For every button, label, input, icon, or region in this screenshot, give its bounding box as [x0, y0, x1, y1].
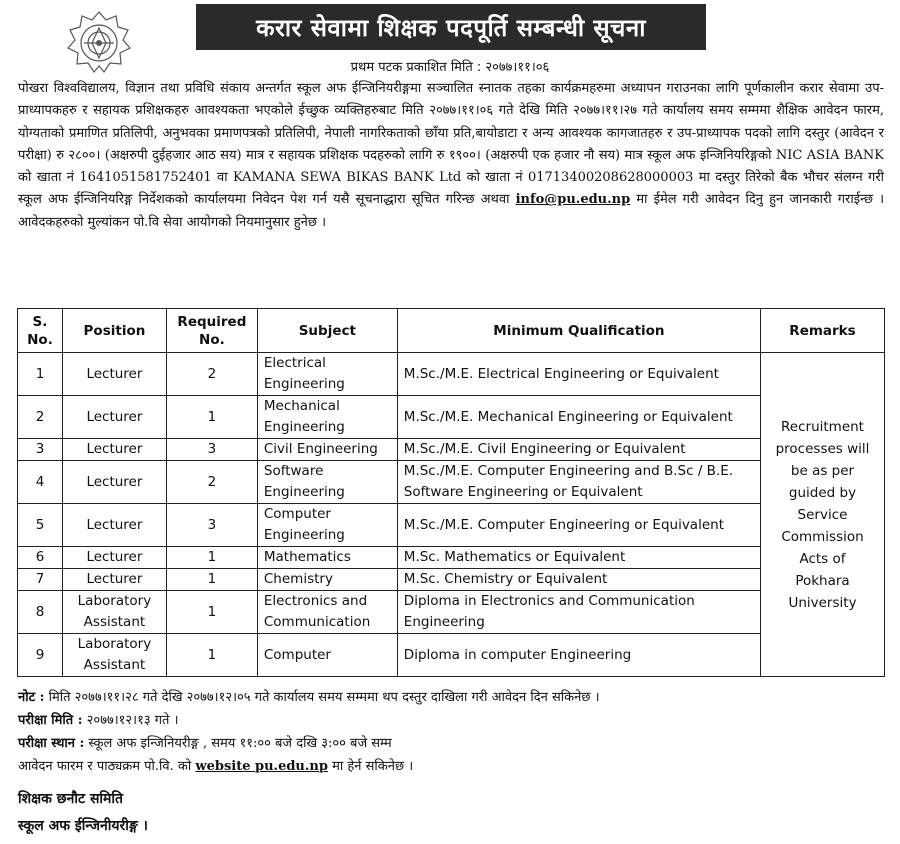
school-name: स्कूल अफ ईन्जिनीयरीङ्ग । [18, 818, 148, 834]
col-subject: Subject [257, 309, 397, 353]
exam-date-label: परीक्षा मिति : [18, 713, 83, 728]
cell-qualification: M.Sc./M.E. Computer Engineering or Equivalent [397, 504, 760, 547]
cell-subject: Electronics and Communication [257, 591, 397, 634]
cell-position: Lecturer [62, 547, 166, 569]
cell-qualification: M.Sc. Chemistry or Equivalent [397, 569, 760, 591]
cell-qualification: M.Sc./M.E. Computer Engineering and B.Sc / B.E. Software Engineering or Equivalent [397, 461, 760, 504]
website-link[interactable]: website pu.edu.np [195, 759, 328, 774]
cell-required: 3 [166, 504, 257, 547]
col-sno: S. No. [18, 309, 63, 353]
table-row [18, 547, 885, 569]
cell-subject: Electrical Engineering [257, 353, 397, 396]
cell-subject: Mechanical Engineering [257, 396, 397, 439]
website-suffix: मा हेर्न सकिनेछ । [332, 759, 414, 774]
table-row [18, 591, 885, 634]
notice-body [18, 78, 884, 234]
cell-position: Lecturer [62, 461, 166, 504]
table-row [18, 504, 885, 547]
cell-qualification: M.Sc. Mathematics or Equivalent [397, 547, 760, 569]
note-label: नोट : [18, 690, 45, 705]
cell-sno: 5 [18, 504, 63, 547]
email-link[interactable]: info@pu.edu.np [515, 192, 631, 208]
cell-position: Lecturer [62, 396, 166, 439]
cell-qualification: M.Sc./M.E. Electrical Engineering or Equivalent [397, 353, 760, 396]
note-line [18, 686, 884, 709]
cell-required: 2 [166, 461, 257, 504]
exam-place-label: परीक्षा स्थान : [18, 736, 85, 751]
cell-required: 1 [166, 634, 257, 677]
cell-position: Lecturer [62, 504, 166, 547]
exam-place: स्कूल अफ इन्जिनियरीङ्ग , समय ११:०० बजे दखि ३:०० बजे सम्म [88, 736, 392, 751]
note-text: मिति २०७७।११।२८ गते देखि २०७७।१२।०५ गते कार्यालय समय सम्ममा थप दस्तुर दाखिला गरी आवेदन दिन सकिनेछ । [48, 690, 600, 705]
cell-sno: 8 [18, 591, 63, 634]
cell-sno: 7 [18, 569, 63, 591]
cell-subject: Civil Engineering [257, 439, 397, 461]
website-line [18, 755, 884, 778]
cell-position: Laboratory Assistant [62, 634, 166, 677]
col-required: Required No. [166, 309, 257, 353]
table-header-row [18, 309, 885, 353]
cell-required: 3 [166, 439, 257, 461]
col-position: Position [62, 309, 166, 353]
vacancy-table [17, 308, 885, 677]
website-prefix: आवेदन फारम र पाठ्यक्रम पो.वि. को [18, 759, 192, 774]
col-qualification: Minimum Qualification [397, 309, 760, 353]
cell-remarks: Recruitment processes will be as per guided by Service Commission Acts of Pokhara University [761, 353, 885, 677]
cell-required: 1 [166, 396, 257, 439]
cell-subject: Chemistry [257, 569, 397, 591]
cell-required: 1 [166, 547, 257, 569]
cell-sno: 1 [18, 353, 63, 396]
cell-sno: 4 [18, 461, 63, 504]
cell-position: Lecturer [62, 439, 166, 461]
cell-subject: Computer [257, 634, 397, 677]
publication-date: प्रथम पटक प्रकाशित मिति : २०७७।११।०६ [350, 60, 550, 75]
table-row [18, 569, 885, 591]
exam-date: २०७७।१२।१३ गते । [86, 713, 179, 728]
notice-body-text-end: मा ईमेल गरी आवेदन दिनु हुन जानकारी गराईन्छ । आवेदकहरुको मुल्यांकन पो.वि सेवा आयोगको नियमानुसार हुनेछ । [18, 192, 884, 230]
cell-qualification: M.Sc./M.E. Civil Engineering or Equivalent [397, 439, 760, 461]
cell-subject: Mathematics [257, 547, 397, 569]
signature-block [18, 786, 148, 840]
notes-section [18, 686, 884, 778]
notice-body-text: पोखरा विश्वविद्यालय, विज्ञान तथा प्रविधि संकाय अन्तर्गत स्कूल अफ ईन्जिनियरीङ्गमा सञ्चालित स्नातक तहका कार्यक्रमहरुमा अध्यापन गराउनका लागि पूर्णकालीन करार सेवामा उप-प्राध्यापकहरु र सहायक प्रशिक्षकहरु आवश्यकता भएकोले ईच्छुक व्यक्तिहरुबाट मिति २०७७।११।०६ गते देखि मिति २०७७।११।२७ गते कार्यालय समय सम्ममा शैक्षिक आवेदन फारम, योग्यताको प्रमाणित प्रतिलिपी, अनुभवका प्रमाणपत्रको प्रतिलिपी, नेपाली नागरिकताको छाँया प्रति,बायोडाटा र अन्य आवश्यक कागजातहरु र उप-प्राध्यापक पदको लागि दस्तुर (आवेदन र परीक्षा) रु २८००। (अक्षरुपी दुईहजार आठ सय) मात्र र सहायक प्रशिक्षक पदहरुको लागि रु १९००। (अक्षरुपी एक हजार नौ सय) मात्र स्कूल अफ इन्जिनियरिङ्गको NIC ASIA BANK को खाता नं 1641051581752401 वा KAMANA SEWA BIKAS BANK Ltd को खाता नं 01713400208628000003 मा दस्तुर तिरेको बैक भौचर संलग्न गरी स्कूल अफ ईन्जिनियरिङ्ग निर्देशकको कार्यालयमा निवेदन पेश गर्न यसै सूचनाद्धारा सूचित गरिन्छ अथवा [18, 81, 884, 208]
cell-sno: 9 [18, 634, 63, 677]
cell-sno: 6 [18, 547, 63, 569]
committee-name: शिक्षक छनौट समिति [18, 791, 124, 807]
exam-place-line [18, 732, 884, 755]
table-row [18, 353, 885, 396]
notice-title: करार सेवामा शिक्षक पदपूर्ति सम्बन्धी सूचना [196, 4, 706, 50]
cell-required: 1 [166, 591, 257, 634]
col-remarks: Remarks [761, 309, 885, 353]
cell-position: Lecturer [62, 569, 166, 591]
cell-sno: 3 [18, 439, 63, 461]
cell-qualification: Diploma in computer Engineering [397, 634, 760, 677]
cell-qualification: M.Sc./M.E. Mechanical Engineering or Equivalent [397, 396, 760, 439]
cell-required: 2 [166, 353, 257, 396]
table-row [18, 396, 885, 439]
exam-date-line [18, 709, 884, 732]
table-row [18, 634, 885, 677]
cell-required: 1 [166, 569, 257, 591]
table-row [18, 461, 885, 504]
cell-position: Lecturer [62, 353, 166, 396]
cell-sno: 2 [18, 396, 63, 439]
cell-qualification: Diploma in Electronics and Communication Engineering [397, 591, 760, 634]
cell-subject: Software Engineering [257, 461, 397, 504]
cell-subject: Computer Engineering [257, 504, 397, 547]
cell-position: Laboratory Assistant [62, 591, 166, 634]
table-row [18, 439, 885, 461]
